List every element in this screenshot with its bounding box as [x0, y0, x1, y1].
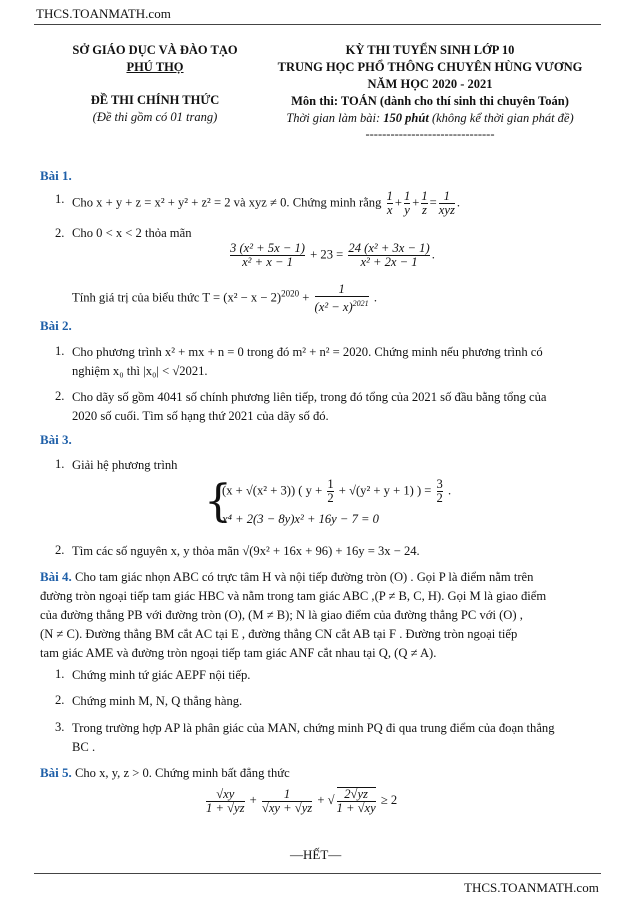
header-right	[260, 42, 600, 141]
frac-1-z: $\frac{1}{z}$	[421, 189, 428, 217]
ask-frac: $\frac{1}{(x^2 - x)^{2021}}$	[314, 282, 369, 315]
eq-frac-right: $\frac{\text{24 (x² + 3x − 1)}}{\text{x² + 2x − 1}}$	[348, 241, 430, 269]
bai4-q3-line2: BC .	[72, 740, 96, 754]
bai3-q2-number: 2.	[55, 543, 65, 557]
exam-title: KỲ THI TUYỂN SINH LỚP 10	[345, 43, 515, 57]
footer-site-label: THCS.TOANMATH.com	[464, 880, 599, 895]
ineq-frac1: $\frac{√xy}{1 + √yz}$	[206, 786, 245, 815]
bai4-line5: tam giác AME và đường tròn ngoại tiếp tam giác ANF cắt nhau tại Q, (Q ≠ A).	[40, 646, 437, 660]
bai5-inequality: $\frac{√xy}{1 + √yz}$ + $\frac{1}{√xy + √yz}$ + √ $\frac{2√yz}{1 + √xy}$ ≥ 2	[206, 786, 398, 815]
department-name: SỞ GIÁO DỤC VÀ ĐÀO TẠO	[72, 43, 238, 57]
bai3-title: Bài 3.	[40, 432, 72, 447]
official-exam-label: ĐỀ THI CHÍNH THỨC	[90, 93, 220, 107]
bai3-q1-text: Giải hệ phương trình	[72, 458, 178, 472]
bai4-q3	[72, 719, 602, 757]
bai1-q2-ask: Tính giá trị của biểu thức $T = (x^2 - x - 2)^{2020}$ + $\frac{1}{(x^2 - x)^{2021}}$ .	[72, 282, 377, 315]
bai1-q2-text: Cho 0 < x < 2 thỏa mãn	[72, 226, 192, 240]
bai5-line	[40, 763, 290, 783]
bai4-title: Bài 4.	[40, 569, 72, 584]
page-count-note: (Đề thi gồm có 01 trang)	[92, 110, 218, 124]
bai2-q2	[72, 388, 602, 426]
bai4-q3-number: 3.	[55, 720, 65, 734]
ask-exponent: 2020	[281, 288, 300, 299]
frac-1-xyz: $\frac{1}{\text{xyz}}$	[438, 189, 455, 217]
school-year: NĂM HỌC 2020 - 2021	[367, 77, 493, 91]
bai1-q1-number: 1.	[55, 192, 65, 206]
header-dashes: -------------------------------	[365, 127, 495, 141]
ineq-right: ≥ 2	[380, 792, 398, 807]
eq-frac-left: $\frac{\text{3 (x² + 5x − 1)}}{\text{x² + x − 1}}$	[230, 241, 305, 269]
ineq-frac3: $\frac{2√yz}{1 + √xy}$	[336, 787, 376, 815]
bai4-q3-line1: Trong trường hợp AP là phân giác của MAN, chứng minh PQ đi qua trung điểm của đoạn thẳng	[72, 721, 555, 735]
bai1-q2-equation: $\frac{\text{3 (x² + 5x − 1)}}{\text{x² + x − 1}}$ + 23 = $\frac{\text{24 (x² + 3x − 1)}}{\text{x² + 2x − 1}}$ .	[230, 241, 435, 269]
bai3-q1-number: 1.	[55, 457, 65, 471]
time-line: Thời gian làm bài: 150 phút (không kể thời gian phát đề)	[286, 111, 574, 125]
province-name: PHÚ THỌ	[126, 60, 184, 74]
bai2-title: Bài 2.	[40, 318, 72, 333]
bai2-q2-line2: 2020 số cuối. Tìm số hạng thứ 2021 của dãy số đó.	[72, 409, 329, 423]
bai2-q2-line1: Cho dãy số gồm 4041 số chính phương liên tiếp, trong đó tổng của 2021 số đầu bằng tổng của	[72, 390, 547, 404]
bai2-q1-line2: nghiệm x₀ thì |x₀| < √2021.	[72, 364, 208, 378]
sys-frac-3-2: $\frac{3}{2}$	[436, 477, 443, 505]
bai4-line2: đường tròn ngoại tiếp tam giác HBC và nằm trong tam giác ABC ,(P ≠ B, C, H). Gọi M là giao điểm	[40, 589, 547, 603]
bai1-q1-text: Cho x + y + z = x² + y² + z² = 2 và xyz ≠ 0. Chứng minh rằng	[72, 195, 382, 210]
bai4-line4: (N ≠ C). Đường thẳng BM cắt AC tại E , đường thẳng CN cắt AB tại F . Đường tròn ngoại tiếp	[40, 627, 518, 641]
ask-text: Tính giá trị của biểu thức T = (x² − x − 2)	[72, 290, 282, 305]
sys-frac-half: $\frac{1}{2}$	[327, 477, 334, 505]
bai4-q2-number: 2.	[55, 693, 65, 707]
bai2-q1	[72, 343, 602, 381]
bai3-q2-text: Tìm các số nguyên x, y thỏa mãn √(9x² + 16x + 96) + 16y = 3x − 24.	[72, 544, 420, 558]
bai1-title: Bài 1.	[40, 168, 72, 183]
system-brace: {	[204, 476, 232, 527]
bai5-text: Cho x, y, z > 0. Chứng minh bất đẳng thức	[74, 766, 290, 780]
bai1-q2-number: 2.	[55, 226, 65, 240]
bai4-q1-text: Chứng minh tứ giác AEPF nội tiếp.	[72, 668, 251, 682]
bai4-line1: Cho tam giác nhọn ABC có trực tâm H và nội tiếp đường tròn (O) . Gọi P là điểm nằm trên	[74, 570, 534, 584]
bai5-title: Bài 5.	[40, 765, 72, 780]
end-mark: —HẾT—	[290, 847, 342, 862]
bai4-paragraph	[40, 567, 603, 663]
system-line2: x⁴ + 2(3 − 8y)x² + 16y − 7 = 0	[222, 512, 379, 526]
eq-mid: + 23 =	[310, 247, 344, 262]
bai4-q1-number: 1.	[55, 667, 65, 681]
school-name: TRUNG HỌC PHỔ THÔNG CHUYÊN HÙNG VƯƠNG	[277, 60, 583, 74]
bai4-line3: của đường thẳng PB với đường tròn (O), (M ≠ B); N là giao điểm của đường thẳng PC với (O) ,	[40, 608, 523, 622]
frac-1-x: $\frac{1}{x}$	[386, 189, 393, 217]
subject-line: Môn thi: TOÁN (dành cho thí sinh thi chuyên Toán)	[291, 94, 569, 108]
header-left	[60, 42, 250, 126]
bottom-rule	[34, 873, 601, 874]
bai2-q1-line1: Cho phương trình x² + mx + n = 0 trong đó m² + n² = 2020. Chứng minh nếu phương trình có	[72, 345, 543, 359]
frac-1-y: $\frac{1}{y}$	[403, 189, 411, 217]
top-rule	[34, 24, 601, 25]
site-label: THCS.TOANMATH.com	[36, 6, 171, 21]
bai2-q1-number: 1.	[55, 344, 65, 358]
bai2-q2-number: 2.	[55, 389, 65, 403]
bai1-q1: Cho x + y + z = x² + y² + z² = 2 và xyz ≠ 0. Chứng minh rằng $\frac{1}{x}$ + $\frac{1}{y}$ + $\frac{1}{z}$ = $\frac{1}{\text{xyz}}$ .	[72, 189, 461, 217]
ineq-frac2: $\frac{1}{√xy + √yz}$	[261, 786, 313, 815]
bai4-q2-text: Chứng minh M, N, Q thẳng hàng.	[72, 694, 243, 708]
system-line1: (x + √(x² + 3)) ( y + $\frac{1}{2}$ + √(y² + y + 1) ) = $\frac{3}{2}$ .	[222, 477, 452, 505]
